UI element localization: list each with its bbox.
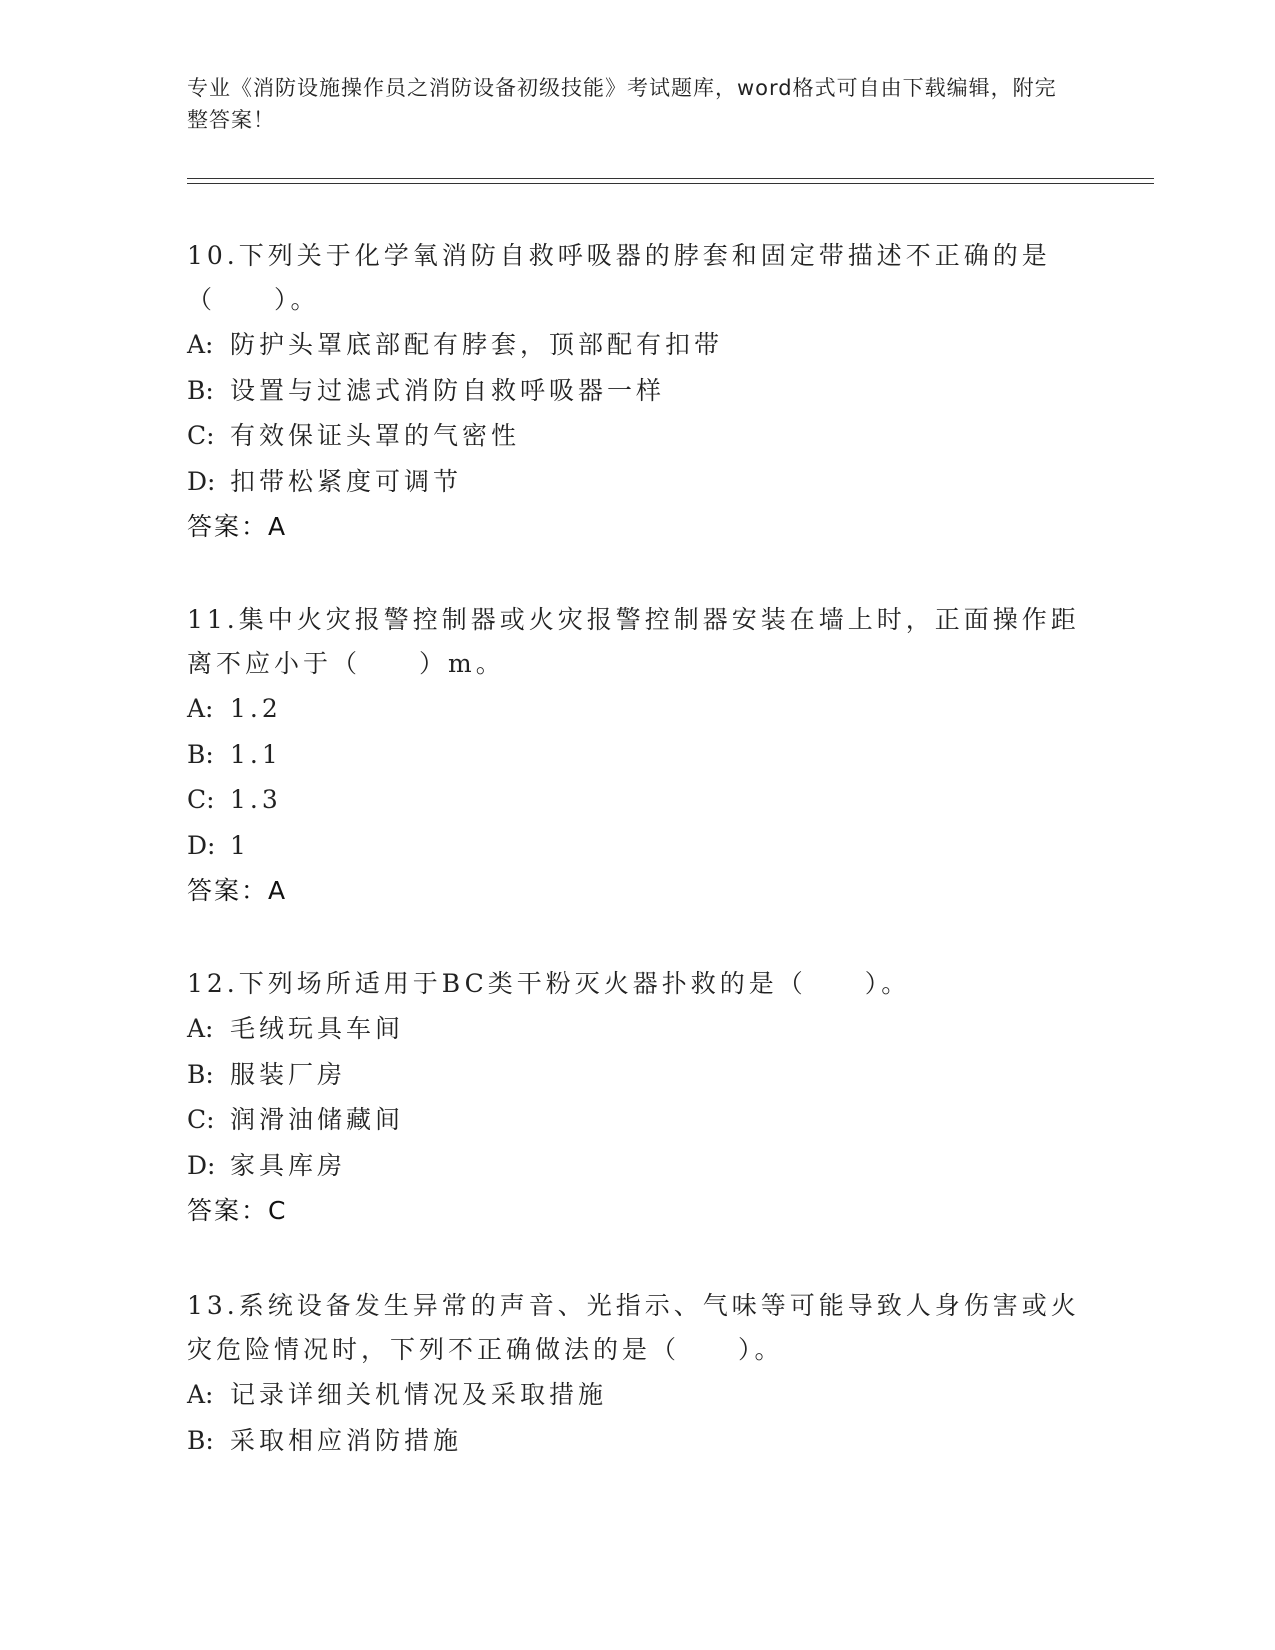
option-letter: A:	[187, 694, 214, 723]
answer-line: 答案：A	[187, 876, 288, 905]
option-letter: B:	[187, 739, 214, 769]
option-letter: B:	[187, 375, 214, 405]
option-letter: A:	[187, 330, 214, 359]
option-text: 防护头罩底部配有脖套，顶部配有扣带	[230, 330, 724, 359]
option-d	[187, 823, 1087, 869]
option-text: 1.3	[230, 785, 282, 814]
option-d	[187, 459, 1087, 505]
option-text: 1	[230, 830, 250, 860]
option-b	[187, 1418, 1087, 1464]
option-letter: A:	[187, 1014, 214, 1043]
option-a	[187, 1372, 1087, 1418]
question-stem: 10.下列关于化学氧消防自救呼吸器的脖套和固定带描述不正确的是（ ）。	[187, 241, 1051, 314]
option-text: 1.1	[230, 739, 282, 769]
header-divider-bottom	[187, 183, 1154, 184]
option-text: 记录详细关机情况及采取措施	[230, 1380, 608, 1409]
option-letter: C:	[187, 1105, 215, 1134]
option-letter: B:	[187, 1425, 214, 1455]
question-stem: 12.下列场所适用于BC类干粉灭火器扑救的是（ ）。	[187, 969, 911, 998]
question-13	[187, 1284, 1087, 1463]
question-stem: 11.集中火灾报警控制器或火灾报警控制器安装在墙上时，正面操作距离不应小于（ ）m。	[187, 605, 1080, 678]
option-a	[187, 322, 1087, 368]
option-text: 扣带松紧度可调节	[230, 466, 463, 496]
option-text: 采取相应消防措施	[230, 1425, 463, 1455]
option-b	[187, 732, 1087, 778]
option-c	[187, 413, 1087, 459]
question-12	[187, 962, 1087, 1233]
option-b	[187, 368, 1087, 414]
question-10	[187, 234, 1087, 549]
option-c	[187, 777, 1087, 823]
option-a	[187, 1006, 1087, 1052]
option-letter: B:	[187, 1059, 214, 1089]
option-letter: C:	[187, 421, 215, 450]
option-text: 服装厂房	[230, 1059, 347, 1089]
option-letter: C:	[187, 785, 215, 814]
question-stem: 13.系统设备发生异常的声音、光指示、气味等可能导致人身伤害或火灾危险情况时，下列不正确做法的是（ ）。	[187, 1291, 1080, 1364]
option-b	[187, 1052, 1087, 1098]
document-header: 专业《消防设施操作员之消防设备初级技能》考试题库，word格式可自由下载编辑，附完整答案！	[187, 76, 1057, 132]
option-letter: D:	[187, 1150, 216, 1180]
option-text: 家具库房	[230, 1150, 347, 1180]
option-text: 有效保证头罩的气密性	[230, 421, 521, 450]
option-text: 润滑油储藏间	[230, 1105, 405, 1134]
question-11	[187, 598, 1087, 913]
option-a	[187, 686, 1087, 732]
answer-line: 答案：A	[187, 512, 288, 541]
option-text: 1.2	[230, 694, 282, 723]
option-letter: A:	[187, 1380, 214, 1409]
option-text: 毛绒玩具车间	[230, 1014, 405, 1043]
option-letter: D:	[187, 466, 216, 496]
option-c	[187, 1097, 1087, 1143]
option-text: 设置与过滤式消防自救呼吸器一样	[230, 375, 666, 405]
answer-line: 答案：C	[187, 1196, 288, 1225]
header-divider-top	[187, 178, 1154, 179]
option-letter: D:	[187, 830, 216, 860]
option-d	[187, 1143, 1087, 1189]
